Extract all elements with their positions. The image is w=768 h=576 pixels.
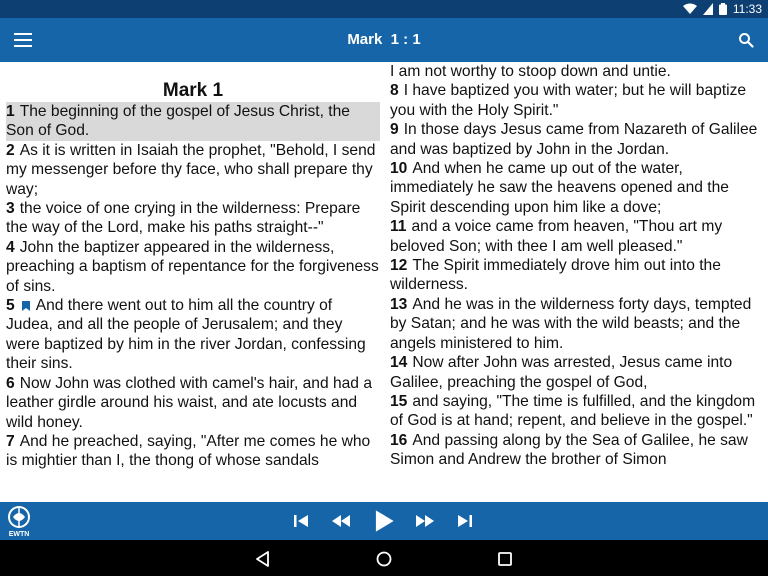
verse-8[interactable] [390, 81, 764, 120]
status-time: 11:33 [732, 2, 762, 16]
verse-11[interactable] [390, 217, 764, 256]
verse-13[interactable] [390, 295, 764, 353]
verse-3[interactable] [6, 199, 380, 238]
status-bar [0, 0, 768, 18]
left-column [6, 62, 380, 471]
verse-text: The beginning of the gospel of Jesus Christ, the Son of God. [6, 103, 350, 140]
verse-number: 15 [390, 392, 408, 410]
fast-forward-icon[interactable] [414, 510, 436, 532]
skip-previous-icon[interactable] [290, 510, 312, 532]
verse-list-left [6, 102, 380, 471]
wifi-icon [683, 3, 697, 15]
verse-number: 13 [390, 295, 408, 313]
verse-text: I have baptized you with water; but he will baptize you with the Holy Spirit." [390, 82, 747, 119]
verse-text: the voice of one crying in the wilderness: Prepare the way of the Lord, make his paths straight--" [6, 200, 361, 237]
verse-4[interactable] [6, 238, 380, 296]
page-title[interactable]: Mark 1 : 1 [347, 31, 421, 48]
verse-text: John the baptizer appeared in the wilderness, preaching a baptism of repentance for the forgiveness of sins. [6, 238, 379, 295]
verse-number: 11 [390, 218, 407, 236]
verse-text: In those days Jesus came from Nazareth of Galilee and was baptized by John in the Jordan. [390, 121, 758, 158]
verse-text: and saying, "The time is fulfilled, and the kingdom of God is at hand; repent, and believe in the gospel." [390, 392, 756, 430]
recents-icon[interactable] [496, 550, 514, 568]
chapter-title: Mark 1 [162, 80, 224, 101]
reader-content[interactable] [0, 62, 768, 502]
verse-7[interactable] [6, 432, 380, 471]
verse-number: 8 [390, 82, 399, 100]
signal-icon [703, 3, 713, 15]
bookmark-icon[interactable] [22, 301, 30, 311]
verse-12[interactable] [390, 256, 764, 295]
verse-number: 7 [6, 432, 15, 450]
verse-number: 12 [390, 257, 408, 275]
status-icons [683, 2, 762, 16]
verse-16[interactable] [390, 431, 764, 470]
verse-text: Now John was clothed with camel's hair, and had a leather girdle around his waist, and ate locusts and wild honey. [6, 374, 372, 431]
verse-number: 3 [6, 200, 15, 218]
audio-player [0, 502, 768, 540]
verse-text: And passing along by the Sea of Galilee, he saw Simon and Andrew the brother of Simon [390, 431, 748, 469]
verse-continuation[interactable]: I am not worthy to stoop down and untie. [390, 63, 671, 80]
verse-number: 10 [390, 160, 408, 178]
verse-number: 9 [390, 121, 399, 139]
verse-number: 14 [390, 354, 408, 372]
verse-text: And he preached, saying, "After me comes he who is mightier than I, the thong of whose sandals [6, 432, 371, 470]
app-bar [0, 18, 768, 62]
verse-number: 2 [6, 141, 15, 159]
verse-list-right [390, 81, 764, 469]
verse-number: 6 [6, 374, 15, 392]
verse-text: And there went out to him all the country of Judea, and all the people of Jerusalem; and they were baptized by him in the river Jordan, confessing their sins. [6, 297, 366, 373]
verse-text: Now after John was arrested, Jesus came into Galilee, preaching the gospel of God, [390, 354, 733, 391]
verse-text: The Spirit immediately drove him out into the wilderness. [390, 257, 721, 294]
verse-1[interactable] [6, 102, 380, 141]
system-nav-bar [0, 540, 768, 576]
ewtn-logo[interactable] [4, 504, 34, 538]
battery-icon [719, 3, 727, 15]
verse-9[interactable] [390, 120, 764, 159]
right-column [390, 62, 764, 470]
verse-text: and a voice came from heaven, "Thou art my beloved Son; with thee I am well pleased." [390, 218, 723, 255]
verse-number: 4 [6, 238, 15, 256]
verse-5[interactable] [6, 296, 380, 374]
back-icon[interactable] [254, 550, 272, 568]
home-icon[interactable] [375, 550, 393, 568]
verse-6[interactable] [6, 374, 380, 432]
verse-14[interactable] [390, 353, 764, 392]
verse-number: 5 [6, 297, 15, 315]
player-controls [290, 502, 476, 540]
play-icon[interactable] [370, 508, 396, 534]
verse-text: As it is written in Isaiah the prophet, "Behold, I send my messenger before thy face, who shall prepare thy way; [6, 141, 376, 198]
search-icon[interactable] [738, 32, 754, 48]
skip-next-icon[interactable] [454, 510, 476, 532]
rewind-icon[interactable] [330, 510, 352, 532]
verse-10[interactable] [390, 159, 764, 217]
verse-2[interactable] [6, 141, 380, 199]
verse-text: And he was in the wilderness forty days, tempted by Satan; and he was with the wild beasts; and the angels ministered to him. [390, 295, 752, 352]
verse-number: 1 [6, 103, 15, 120]
ewtn-logo-text: EWTN [8, 531, 30, 538]
verse-text: And when he came up out of the water, immediately he saw the heavens opened and the Spirit descending upon him like a dove; [390, 160, 729, 216]
verse-number: 16 [390, 431, 408, 449]
verse-15[interactable] [390, 392, 764, 431]
